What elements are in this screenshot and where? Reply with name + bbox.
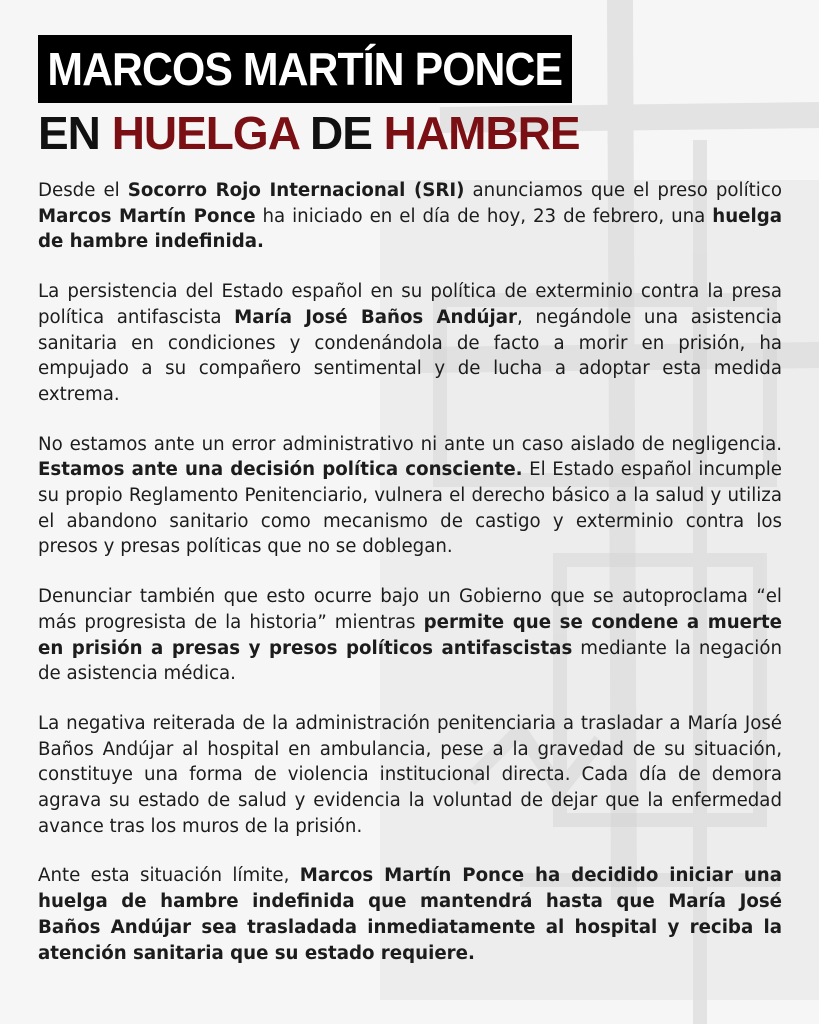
paragraph-6-text-1: Ante esta situación límite, <box>38 865 300 887</box>
paragraph-1-bold-1: Socorro Rojo Internacional (SRI) <box>127 180 465 201</box>
paragraph-3-bold-1: Estamos ante una decisión política consciente. <box>38 459 523 481</box>
paragraph-5 <box>38 711 782 840</box>
paragraph-5-text-1: La negativa reiterada de la administración penitenciaria a trasladar a María José Baños Andújar al hospital en ambulancia, pese a la gravedad de su situación, constituye una forma de violencia institucional directa. Cada día de demora agrava su estado de salud y evidencia la voluntad de dejar que la enfermedad avance tras los muros de la prisión. <box>38 712 782 837</box>
subtitle-en: EN <box>38 107 100 159</box>
paragraph-3 <box>38 432 782 561</box>
subtitle-huelga: HUELGA <box>111 107 299 159</box>
paragraph-6 <box>38 863 782 966</box>
paragraph-2-text-2: , negándole una asistencia sanitaria en condiciones y condenándola de facto a morir en prisión, ha empujado a su compañero sentimental y de lucha a adoptar esta medida extrema. <box>38 306 782 405</box>
paragraph-2-bold-1: María José Baños Andújar <box>234 306 517 328</box>
paragraph-4-text-2: mediante la negación de asistencia médica. <box>38 637 783 685</box>
paragraph-1-bold-2: Marcos Martín Ponce <box>38 205 256 227</box>
paragraph-2-text-1: La persistencia del Estado español en su política de exterminio contra la presa política antifascista <box>38 281 782 328</box>
paragraph-4 <box>38 584 782 687</box>
statement-body <box>38 178 782 990</box>
paragraph-1-text-2: anunciamos que el preso político <box>464 180 782 201</box>
page-title: MARCOS MARTÍN PONCE <box>47 43 563 95</box>
subtitle-hambre: HAMBRE <box>383 107 580 159</box>
paragraph-2 <box>38 279 782 408</box>
paragraph-4-bold-1: permite que se condene a muerte en prisión a presas y presos políticos antifascistas <box>38 611 782 659</box>
paragraph-3-text-2: El Estado español incumple su propio Reglamento Penitenciario, vulnera el derecho básico a la salud y utiliza el abandono sanitario como mecanismo de castigo y exterminio contra los presos y presas políticas que no se doblegan. <box>38 459 782 558</box>
paragraph-3-text-1: No estamos ante un error administrativo ni ante un caso aislado de negligencia. <box>38 433 782 455</box>
paragraph-1 <box>38 178 782 255</box>
paragraph-1-text-3: ha iniciado en el día de hoy, 23 de febrero, una <box>255 205 713 227</box>
paragraph-1-text-1: Desde el <box>38 180 128 201</box>
paragraph-6-bold-1: Marcos Martín Ponce ha decidido iniciar una huelga de hambre indefinida que mantendrá hasta que María José Baños Andújar sea trasladada inmediatamente al hospital y reciba la atención sanitaria que su estado requiere. <box>38 865 783 964</box>
title-banner <box>38 35 572 103</box>
subtitle-de: DE <box>309 107 372 159</box>
paragraph-1-bold-3: huelga de hambre indefinida. <box>38 205 783 253</box>
subtitle <box>38 106 580 160</box>
paragraph-4-text-1: Denunciar también que esto ocurre bajo un Gobierno que se autoproclama “el más progresista de la historia” mientras <box>38 586 782 633</box>
